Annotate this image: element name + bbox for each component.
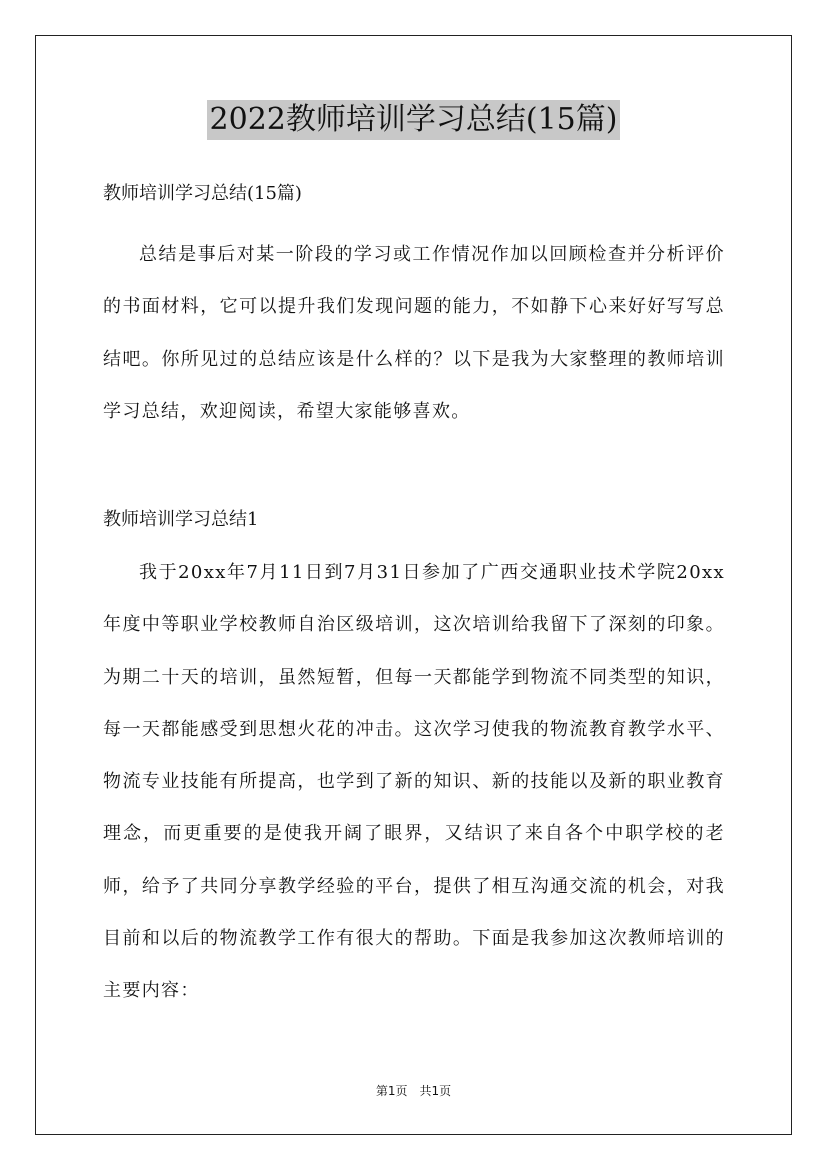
document-subtitle: 教师培训学习总结(15篇) bbox=[103, 183, 302, 204]
intro-paragraph: 总结是事后对某一阶段的学习或工作情况作加以回顾检查并分析评价的书面材料，它可以提升我们发现问题的能力，不如静下心来好好写写总结吧。你所见过的总结应该是什么样的？以下是我为大家整理的教师培训学习总结，欢迎阅读，希望大家能够喜欢。 bbox=[103, 244, 725, 422]
title-container bbox=[0, 100, 827, 140]
document-title: 2022教师培训学习总结(15篇) bbox=[207, 100, 621, 140]
page-footer: 第1页 共1页 bbox=[375, 1084, 452, 1098]
section-heading: 教师培训学习总结1 bbox=[103, 509, 259, 530]
section-paragraph: 我于20xx年7月11日到7月31日参加了广西交通职业技术学院20xx年度中等职业学校教师自治区级培训，这次培训给我留下了深刻的印象。为期二十天的培训，虽然短暂，但每一天都能学到物流不同类型的知识，每一天都能感受到思想火花的冲击。这次学习使我的物流教育教学水平、物流专业技能有所提高，也学到了新的知识、新的技能以及新的职业教育理念，而更重要的是使我开阔了眼界，又结识了来自各个中职学校的老师，给予了共同分享教学经验的平台，提供了相互沟通交流的机会，对我目前和以后的物流教学工作有很大的帮助。下面是我参加这次教师培训的主要内容： bbox=[103, 562, 725, 1002]
